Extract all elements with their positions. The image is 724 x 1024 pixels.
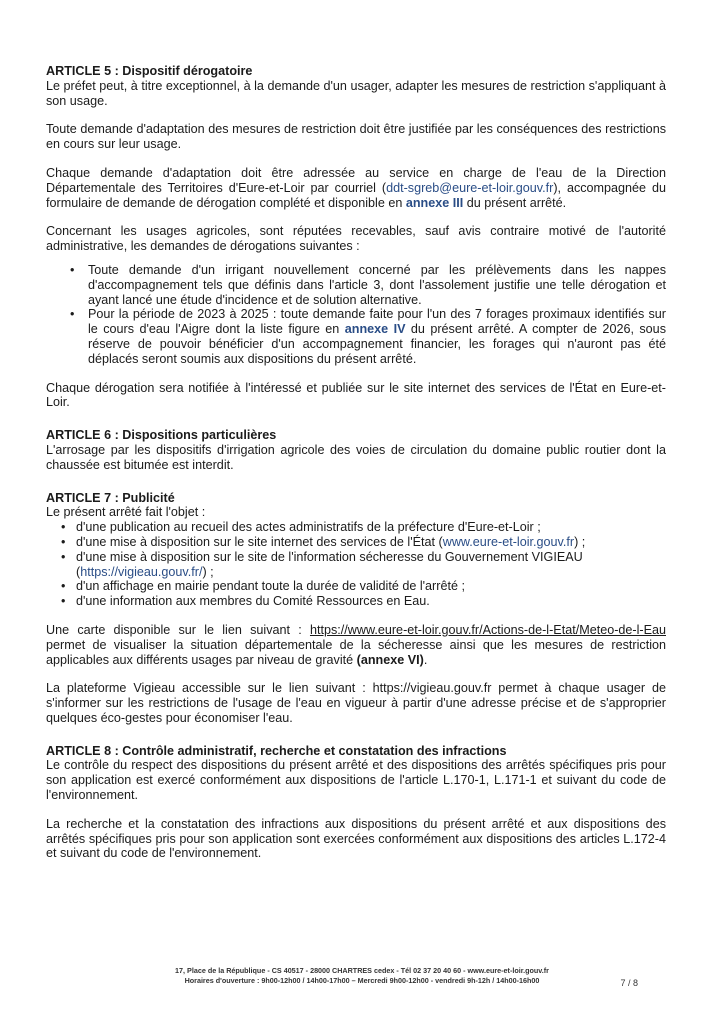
article-7-intro: Le présent arrêté fait l'objet : [46, 505, 206, 520]
list-item [46, 307, 666, 366]
text-span: Une carte disponible sur le lien suivant : [46, 622, 310, 637]
meteo-eau-link[interactable]: https://www.eure-et-loir.gouv.fr/Actions-de-l-Etat/Meteo-de-l-Eau [309, 622, 666, 637]
derogation-list [46, 263, 666, 367]
vigieau-link[interactable]: https://vigieau.gouv.fr/ [80, 564, 203, 579]
list-item: • d'une publication au recueil des actes administratifs de la préfecture d'Eure-et-Loir ; [46, 520, 666, 535]
text-span: du présent arrêté. [463, 195, 567, 210]
page-footer [0, 966, 724, 986]
annex-6-reference: (annexe VI) [356, 652, 424, 667]
article-8-heading: ARTICLE 8 : Contrôle administratif, recherche et constatation des infractions [46, 743, 507, 758]
article-5-heading: ARTICLE 5 : Dispositif dérogatoire [46, 64, 253, 78]
text-span: permet de visualiser la situation départementale de la sécheresse ainsi que les mesures de restriction applicables aux différents usages par niveau de gravité [46, 637, 666, 667]
article-7-paragraph-2 [46, 623, 666, 667]
text-span: ) ; [574, 534, 586, 549]
page-number: 7 / 8 [620, 978, 638, 988]
article-5-paragraph-2: Toute demande d'adaptation des mesures de restriction doit être justifiée par les conséquences des restrictions en cours sur leur usage. [46, 122, 666, 152]
list-item [46, 535, 666, 550]
list-item: • d'un affichage en mairie pendant toute la durée de validité de l'arrêté ; [46, 579, 666, 594]
text-span: du présent arrêté. A compter de 2026, sous réserve de pouvoir bénéficier d'un accompagnement financier, les forages qui n'auront pas été déplacés seront soumis aux dispositions du présent arrêté. [88, 322, 666, 366]
article-5-paragraph-3 [46, 166, 666, 210]
article-6-paragraph-1: L'arrosage par les dispositifs d'irrigation agricole des voies de circulation du domaine public routier dont la chaussée est bitumée est interdit. [46, 442, 666, 472]
prefecture-website-link[interactable]: www.eure-et-loir.gouv.fr [442, 534, 575, 549]
text-span: . [423, 652, 428, 667]
text-span: d'une mise à disposition sur le site de l'information sécheresse du Gouvernement VIGIEAU ( [76, 549, 583, 579]
article-7-heading: ARTICLE 7 : Publicité [46, 490, 175, 505]
article-5-paragraph-1: Le préfet peut, à titre exceptionnel, à la demande d'un usager, adapter les mesures de restriction s'appliquant à son usage. [46, 78, 666, 108]
article-8-paragraph-1: Le contrôle du respect des dispositions du présent arrêté et des dispositions des arrêtés spécifiques pris pour son application est exercé conformément aux dispositions de l'article L.170-1, L.171-1 et suivant du code de l'environnement. [46, 758, 666, 803]
footer-hours: Horaires d'ouverture : 9h00-12h00 / 14h00-17h00 – Mercredi 9h00-12h00 - vendredi 9h-12h / 14h00-16h00 [184, 976, 540, 985]
article-5-paragraph-5: Chaque dérogation sera notifiée à l'intéressé et publiée sur le site internet des services de l'État en Eure-et-Loir. [46, 380, 666, 410]
article-7-paragraph-3: La plateforme Vigieau accessible sur le lien suivant : https://vigieau.gouv.fr permet à chaque usager de s'informer sur les restrictions de l'usage de l'eau en vigueur à partir d'une adresse précise et de s'approprier quelques éco-gestes pour économiser l'eau. [46, 681, 666, 725]
article-8-paragraph-2: La recherche et la constatation des infractions aux dispositions du présent arrêté et aux dispositions des arrêtés spécifiques pris pour son application sont exercées conformément aux dispositions des articles L.172-4 et suivant du code de l'environnement. [46, 816, 666, 861]
article-5-paragraph-4: Concernant les usages agricoles, sont réputées recevables, sauf avis contraire motivé de l'autorité administrative, les demandes de dérogations suivantes : [46, 224, 666, 254]
email-link[interactable]: ddt-sgreb@eure-et-loir.gouv.fr [386, 180, 554, 195]
annex-3-reference: annexe III [405, 195, 464, 210]
footer-address: 17, Place de la République - CS 40517 - 28000 CHARTRES cedex - Tél 02 37 20 40 60 - www.eure-et-loir.gouv.fr [175, 966, 549, 975]
text-span: Pour la période de 2023 à 2025 : toute demande faite pour l'un des 7 forages proximaux identifiés sur le cours d'eau l'Aigre dont la liste figure en [88, 307, 666, 337]
list-item [46, 550, 666, 580]
list-item: • d'une information aux membres du Comité Ressources en Eau. [46, 594, 666, 609]
text-span: ), accompagnée du formulaire de demande de dérogation complété et disponible en [46, 180, 666, 210]
text-span: d'une mise à disposition sur le site internet des services de l'État ( [76, 534, 443, 549]
list-item: • Toute demande d'un irrigant nouvellement concerné par les prélèvements dans les nappes d'accompagnement tels que définis dans l'article 3, dont l'assolement justifie une telle dérogation et ayant lancé une étude d'incidence et de solution alternative. [46, 263, 666, 307]
text-span: Chaque demande d'adaptation doit être adressée au service en charge de l'eau de la Direction Départementale des Territoires d'Eure-et-Loir par courriel ( [46, 165, 666, 195]
document-page [46, 64, 666, 861]
text-span: ) ; [202, 564, 214, 579]
annex-4-reference: annexe IV [344, 322, 406, 337]
article-6-heading: ARTICLE 6 : Dispositions particulières [46, 428, 277, 443]
publicity-list [46, 520, 666, 609]
